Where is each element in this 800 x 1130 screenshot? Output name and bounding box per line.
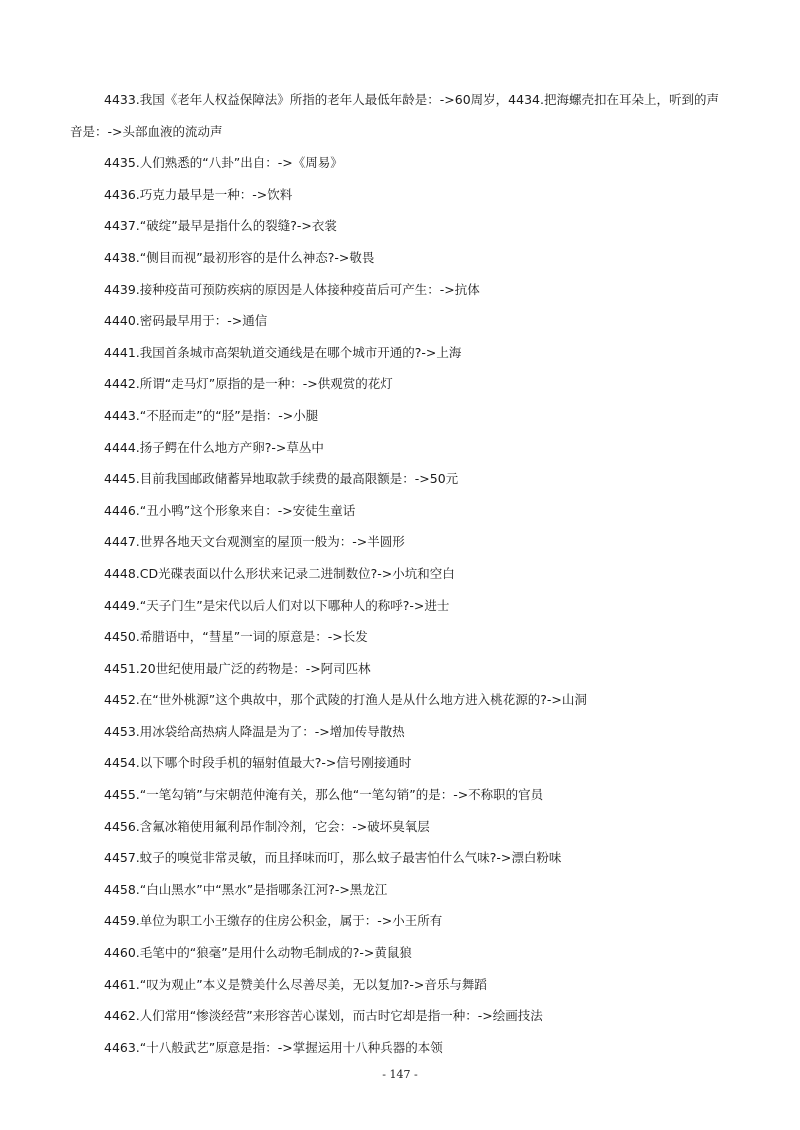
qa-item: 4441.我国首条城市高架轨道交通线是在哪个城市开通的?->上海 [104,344,462,360]
qa-item: 4443.“不胫而走”的“胫”是指：->小腿 [104,407,319,423]
qa-item: 4449.“天子门生”是宋代以后人们对以下哪种人的称呼?->进士 [104,597,450,613]
qa-item: 4463.“十八般武艺”原意是指：->掌握运用十八种兵器的本领 [104,1039,443,1055]
qa-item: 4462.人们常用“惨淡经营”来形容苦心谋划，而古时它却是指一种：->绘画技法 [104,1008,543,1024]
qa-item: 4446.“丑小鸭”这个形象来自：->安徒生童话 [104,502,356,518]
qa-item: 4442.所谓“走马灯”原指的是一种：->供观赏的花灯 [104,376,393,392]
qa-item: 4460.毛笔中的“狼毫”是用什么动物毛制成的?->黄鼠狼 [104,945,412,961]
qa-item: 4457.蚊子的嗅觉非常灵敏，而且择味而叮，那么蚊子最害怕什么气味?->漂白粉味 [104,850,562,866]
qa-item: 4447.世界各地天文台观测室的屋顶一般为：->半圆形 [104,534,405,550]
qa-item: 4435.人们熟悉的“八卦”出自：->《周易》 [104,155,343,171]
qa-item: 4450.希腊语中，“彗星”一词的原意是：->长发 [104,629,368,645]
qa-item: 4459.单位为职工小王缴存的住房公积金，属于：->小王所有 [104,913,443,929]
qa-item: 4453.用冰袋给高热病人降温是为了：->增加传导散热 [104,723,405,739]
qa-item: 4454.以下哪个时段手机的辐射值最大?->信号刚接通时 [104,755,412,771]
qa-item: 4452.在“世外桃源”这个典故中，那个武陵的打渔人是从什么地方进入桃花源的?->山洞 [104,692,587,708]
qa-item: 4438.“侧目而视”最初形容的是什么神态?->敬畏 [104,249,375,265]
qa-item: 4461.“叹为观止”本义是赞美什么尽善尽美，无以复加?->音乐与舞蹈 [104,976,487,992]
qa-item: 4451.20世纪使用最广泛的药物是：->阿司匹林 [104,660,371,676]
qa-item: 4444.扬子鳄在什么地方产卵?->草丛中 [104,439,324,455]
qa-item: 4437.“破绽”最早是指什么的裂缝?->衣裳 [104,218,337,234]
qa-item: 4439.接种疫苗可预防疾病的原因是人体接种疫苗后可产生：->抗体 [104,281,480,297]
qa-item: 4456.含氟冰箱使用氟利昂作制冷剂，它会：->破坏臭氧层 [104,818,430,834]
qa-item: 4458.“白山黑水”中“黑水”是指哪条江河?->黑龙江 [104,881,388,897]
qa-item: 4436.巧克力最早是一种：->饮料 [104,186,293,202]
qa-item: 4455.“一笔勾销”与宋朝范仲淹有关，那么他“一笔勾销”的是：->不称职的官员 [104,787,544,803]
qa-item: 4433.我国《老年人权益保障法》所指的老年人最低年龄是：->60周岁，4434.把海螺壳扣在耳朵上，听到的声音是：->头部血液的流动声 [70,92,719,139]
qa-item: 4445.目前我国邮政储蓄异地取款手续费的最高限额是：->50元 [104,471,459,487]
qa-item: 4448.CD光碟表面以什么形状来记录二进制数位?->小坑和空白 [104,565,455,581]
qa-list [70,84,730,1063]
qa-item: 4440.密码最早用于：->通信 [104,313,268,329]
page-number: - 147 - [382,1068,418,1081]
